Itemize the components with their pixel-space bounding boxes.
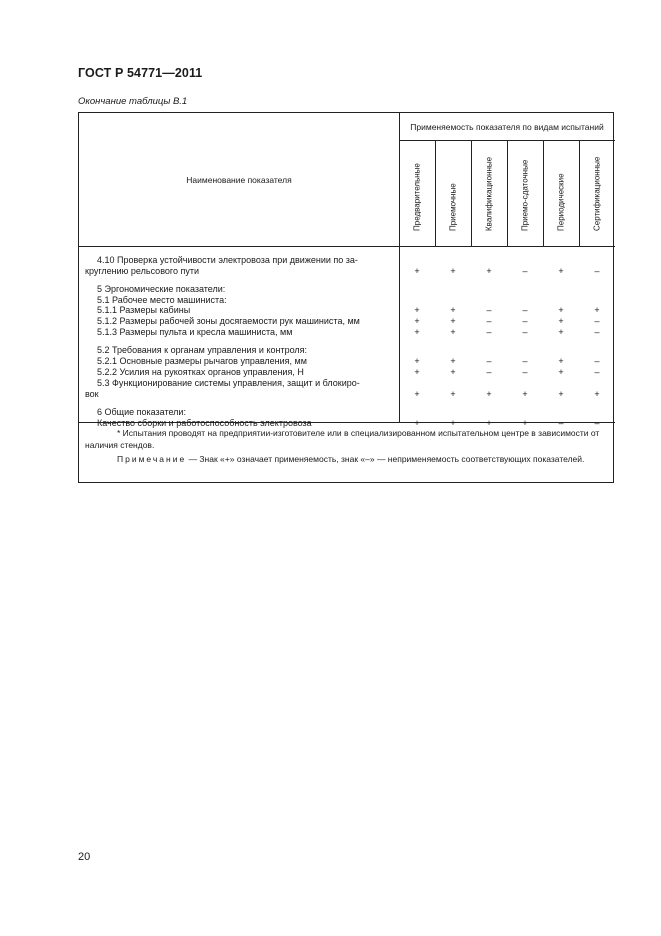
applicability-mark: –: [486, 356, 492, 366]
applicability-mark: +: [414, 367, 420, 377]
table-caption: Окончание таблицы В.1: [78, 96, 188, 107]
applicability-mark: –: [522, 266, 528, 276]
row-label: 5.1.2 Размеры рабочей зоны досягаемости рук машиниста, мм: [97, 316, 360, 326]
table-row: [79, 356, 615, 367]
table-row: [79, 327, 615, 338]
column-header-label: Периодические: [556, 173, 566, 231]
page-number: 20: [78, 851, 91, 863]
note: [79, 451, 615, 466]
applicability-mark: +: [414, 266, 420, 276]
column-header-label: Сертификационные: [592, 156, 602, 231]
table-row: [79, 378, 615, 389]
applicability-mark: +: [558, 305, 564, 315]
table-row: [79, 284, 615, 295]
row-label: 5.2 Требования к органам управления и контроля:: [97, 345, 308, 355]
applicability-mark: +: [450, 367, 456, 377]
table-notes: [79, 424, 615, 466]
applicability-mark: +: [486, 418, 492, 428]
row-label: 4.10 Проверка устойчивости электровоза при движении по за-: [97, 255, 358, 265]
applicability-mark: +: [486, 389, 492, 399]
column-header-label: Приемо-сдаточные: [520, 159, 530, 231]
applicability-mark: +: [450, 266, 456, 276]
table-row: [79, 305, 615, 316]
applicability-mark: +: [450, 316, 456, 326]
applicability-mark: +: [450, 305, 456, 315]
footnote: * Испытания проводят на предприятии-изготовителе или в специализированном испытательном центре в зависимости от наличия стендов.: [85, 428, 600, 450]
applicability-mark: +: [450, 356, 456, 366]
row-label: 5 Эргономические показатели:: [97, 284, 226, 294]
note-text: — Знак «+» означает применяемость, знак «–» — неприменяемость соответствующих показателей.: [186, 454, 585, 464]
table-row: [79, 407, 615, 418]
applicability-mark: –: [522, 327, 528, 337]
applicability-mark: +: [450, 327, 456, 337]
applicability-mark: +: [558, 327, 564, 337]
table-row: [79, 316, 615, 327]
applicability-mark: +: [558, 389, 564, 399]
applicability-mark: +: [450, 389, 456, 399]
applicability-mark: +: [414, 389, 420, 399]
applicability-mark: –: [522, 305, 528, 315]
applicability-mark: –: [522, 316, 528, 326]
applicability-mark: +: [414, 316, 420, 326]
applicability-mark: +: [522, 389, 528, 399]
row-label: 5.1.3 Размеры пульта и кресла машиниста, мм: [97, 327, 293, 337]
applicability-mark: –: [558, 418, 564, 428]
table-row: [79, 345, 615, 356]
row-label: 5.1 Рабочее место машиниста:: [97, 295, 227, 305]
applicability-mark: +: [594, 389, 600, 399]
applicability-mark: +: [558, 367, 564, 377]
table-body: [79, 247, 615, 428]
applicability-mark: –: [522, 367, 528, 377]
row-label: 6 Общие показатели:: [97, 407, 186, 417]
row-label: 5.2.2 Усилия на рукоятках органов управления, Н: [97, 367, 304, 377]
row-label: 5.1.1 Размеры кабины: [97, 305, 191, 315]
applicability-mark: –: [594, 327, 600, 337]
applicability-mark: +: [558, 316, 564, 326]
column-header-periodic: [543, 141, 579, 246]
note-label: Примечание: [117, 454, 187, 464]
row-label: круглению рельсового пути: [85, 266, 199, 276]
applicability-mark: –: [486, 327, 492, 337]
column-header-label: Квалификационные: [484, 156, 494, 231]
applicability-mark: –: [594, 418, 600, 428]
row-label: Качество сборки и работоспособность электровоза: [97, 418, 312, 428]
column-header-certification: [579, 141, 615, 246]
table-row: [79, 266, 615, 277]
applicability-mark: +: [414, 418, 420, 428]
applicability-mark: –: [594, 356, 600, 366]
document-header: ГОСТ Р 54771—2011: [78, 66, 203, 80]
applicability-mark: –: [594, 266, 600, 276]
table-row: [79, 389, 615, 400]
column-header-label: Приемочные: [448, 183, 458, 231]
applicability-mark: –: [486, 367, 492, 377]
applicability-mark: +: [414, 356, 420, 366]
applicability-mark: +: [522, 418, 528, 428]
applicability-mark: +: [486, 266, 492, 276]
applicability-table: [78, 112, 614, 483]
applicability-group-header: Применяемость показателя по видам испытаний: [410, 121, 604, 132]
applicability-mark: +: [594, 305, 600, 315]
table-row: [79, 255, 615, 266]
row-label: 5.2.1 Основные размеры рычагов управления, мм: [97, 356, 307, 366]
applicability-mark: +: [414, 327, 420, 337]
applicability-mark: –: [594, 367, 600, 377]
applicability-mark: –: [522, 356, 528, 366]
applicability-mark: –: [486, 305, 492, 315]
applicability-mark: +: [414, 305, 420, 315]
applicability-mark: –: [594, 316, 600, 326]
name-column-header: Наименование показателя: [186, 174, 292, 185]
applicability-mark: –: [486, 316, 492, 326]
column-header-acceptance: [435, 141, 471, 246]
table-row: [79, 367, 615, 378]
column-header-label: Предварительные: [412, 163, 422, 231]
applicability-mark: +: [558, 266, 564, 276]
column-header-preliminary: [399, 141, 435, 246]
applicability-mark: +: [558, 356, 564, 366]
applicability-mark: +: [450, 418, 456, 428]
row-label: вок: [85, 389, 99, 399]
row-label: 5.3 Функционирование системы управления, защит и блокиро-: [97, 378, 360, 388]
column-header-qualification: [471, 141, 507, 246]
column-header-acceptance-delivery: [507, 141, 543, 246]
